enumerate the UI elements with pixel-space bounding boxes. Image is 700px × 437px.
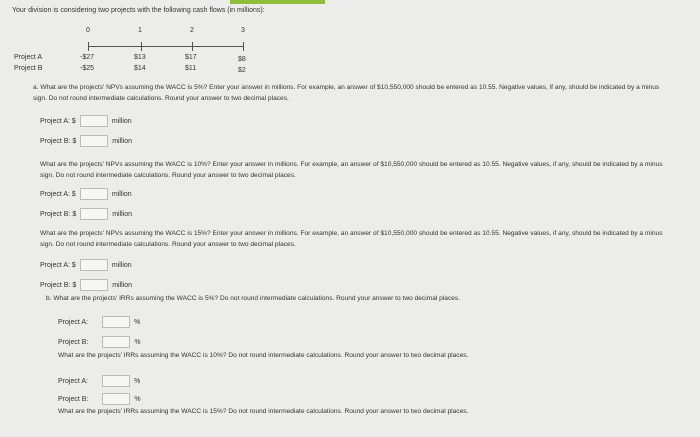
npv-a-15-input[interactable] [80,259,108,271]
question-npv-5: a. What are the projects' NPVs assuming the WACC is 5%? Enter your answer in millions. For example, an answer of $10,550,000 should be entered as 10.55. Negative values, if any, should be indicated by a minus sign. Do not round intermediate calculations. Round your answer to two decimal places. [33,84,660,102]
cash-flow: $2 [238,67,246,74]
cash-flow: $14 [134,65,146,72]
question-npv-10: What are the projects' NPVs assuming the WACC is 10%? Enter your answer in millions. For example, an answer of $10,550,000 should be entered as 10.55. Negative values, if any, should be indicated by a minus sign. Do not round intermediate calculations. Round your answer to two decimal places. [40,161,663,179]
unit: million [111,261,132,269]
period-label: 3 [241,27,245,34]
dollar-sign: $ [72,137,77,145]
cash-flow: -$27 [80,54,95,61]
dollar-sign: $ [71,190,76,198]
intro-text: Your division is considering two projects with the following cash flows (in millions): [12,7,265,14]
irr-a-5-input[interactable] [102,316,130,328]
cash-flow: $8 [238,56,246,63]
unit: million [111,190,132,198]
npv-b-5-input[interactable] [80,135,108,147]
question-irr-15: What are the projects' IRRs assuming the WACC is 15%? Do not round intermediate calculations. Round your answer to two decimal places. [58,408,469,415]
irr-b-5-input[interactable] [102,336,130,348]
label: Project A: [40,190,70,198]
label: Project A: [58,377,88,385]
timeline-tick [243,42,244,51]
label: Project A: [40,261,70,269]
unit: % [134,395,141,403]
period-label: 2 [190,27,194,34]
timeline-tick [192,42,193,51]
irr-a-10-input[interactable] [102,375,130,387]
label: Project A: [40,117,70,125]
row-label: Project A [14,54,43,61]
label: Project B: [58,338,89,346]
npv-b-15-input[interactable] [80,279,108,291]
npv-a-5-input[interactable] [80,115,108,127]
label: Project A: [58,318,88,326]
unit: % [133,377,141,385]
dollar-sign: $ [71,261,76,269]
unit: million [111,117,132,125]
top-accent-bar [230,0,325,4]
unit: million [112,137,133,145]
row-label: Project B [14,65,43,72]
period-label: 1 [138,27,142,34]
unit: million [112,281,133,289]
timeline-tick [88,42,89,51]
dollar-sign: $ [71,117,76,125]
label: Project B: [58,395,89,403]
question-irr-5: b. What are the projects' IRRs assuming the WACC is 5%? Do not round intermediate calculations. Round your answer to two decimal places. [46,295,461,302]
question-npv-15: What are the projects' NPVs assuming the WACC is 15%? Enter your answer in millions. For example, an answer of $10,550,000 should be entered as 10.55. Negative values, if any, should be indicated by a minus sign. Do not round intermediate calculations. Round your answer to two decimal places. [40,230,663,248]
dollar-sign: $ [72,281,77,289]
cash-flow: -$25 [80,65,95,72]
label: Project B: [40,210,71,218]
label: Project B: [40,137,71,145]
timeline-line [88,46,243,47]
question-irr-10: What are the projects' IRRs assuming the WACC is 10%? Do not round intermediate calculations. Round your answer to two decimal places. [58,352,469,359]
dollar-sign: $ [72,210,77,218]
period-label: 0 [86,27,90,34]
unit: million [112,210,133,218]
unit: % [134,338,141,346]
npv-b-10-input[interactable] [80,208,108,220]
timeline-tick [141,42,142,51]
irr-b-10-input[interactable] [102,393,130,405]
cash-flow: $17 [185,54,197,61]
npv-a-10-input[interactable] [80,188,108,200]
cash-flow: $11 [185,65,197,72]
cash-flow: $13 [134,54,146,61]
label: Project B: [40,281,71,289]
unit: % [133,318,141,326]
